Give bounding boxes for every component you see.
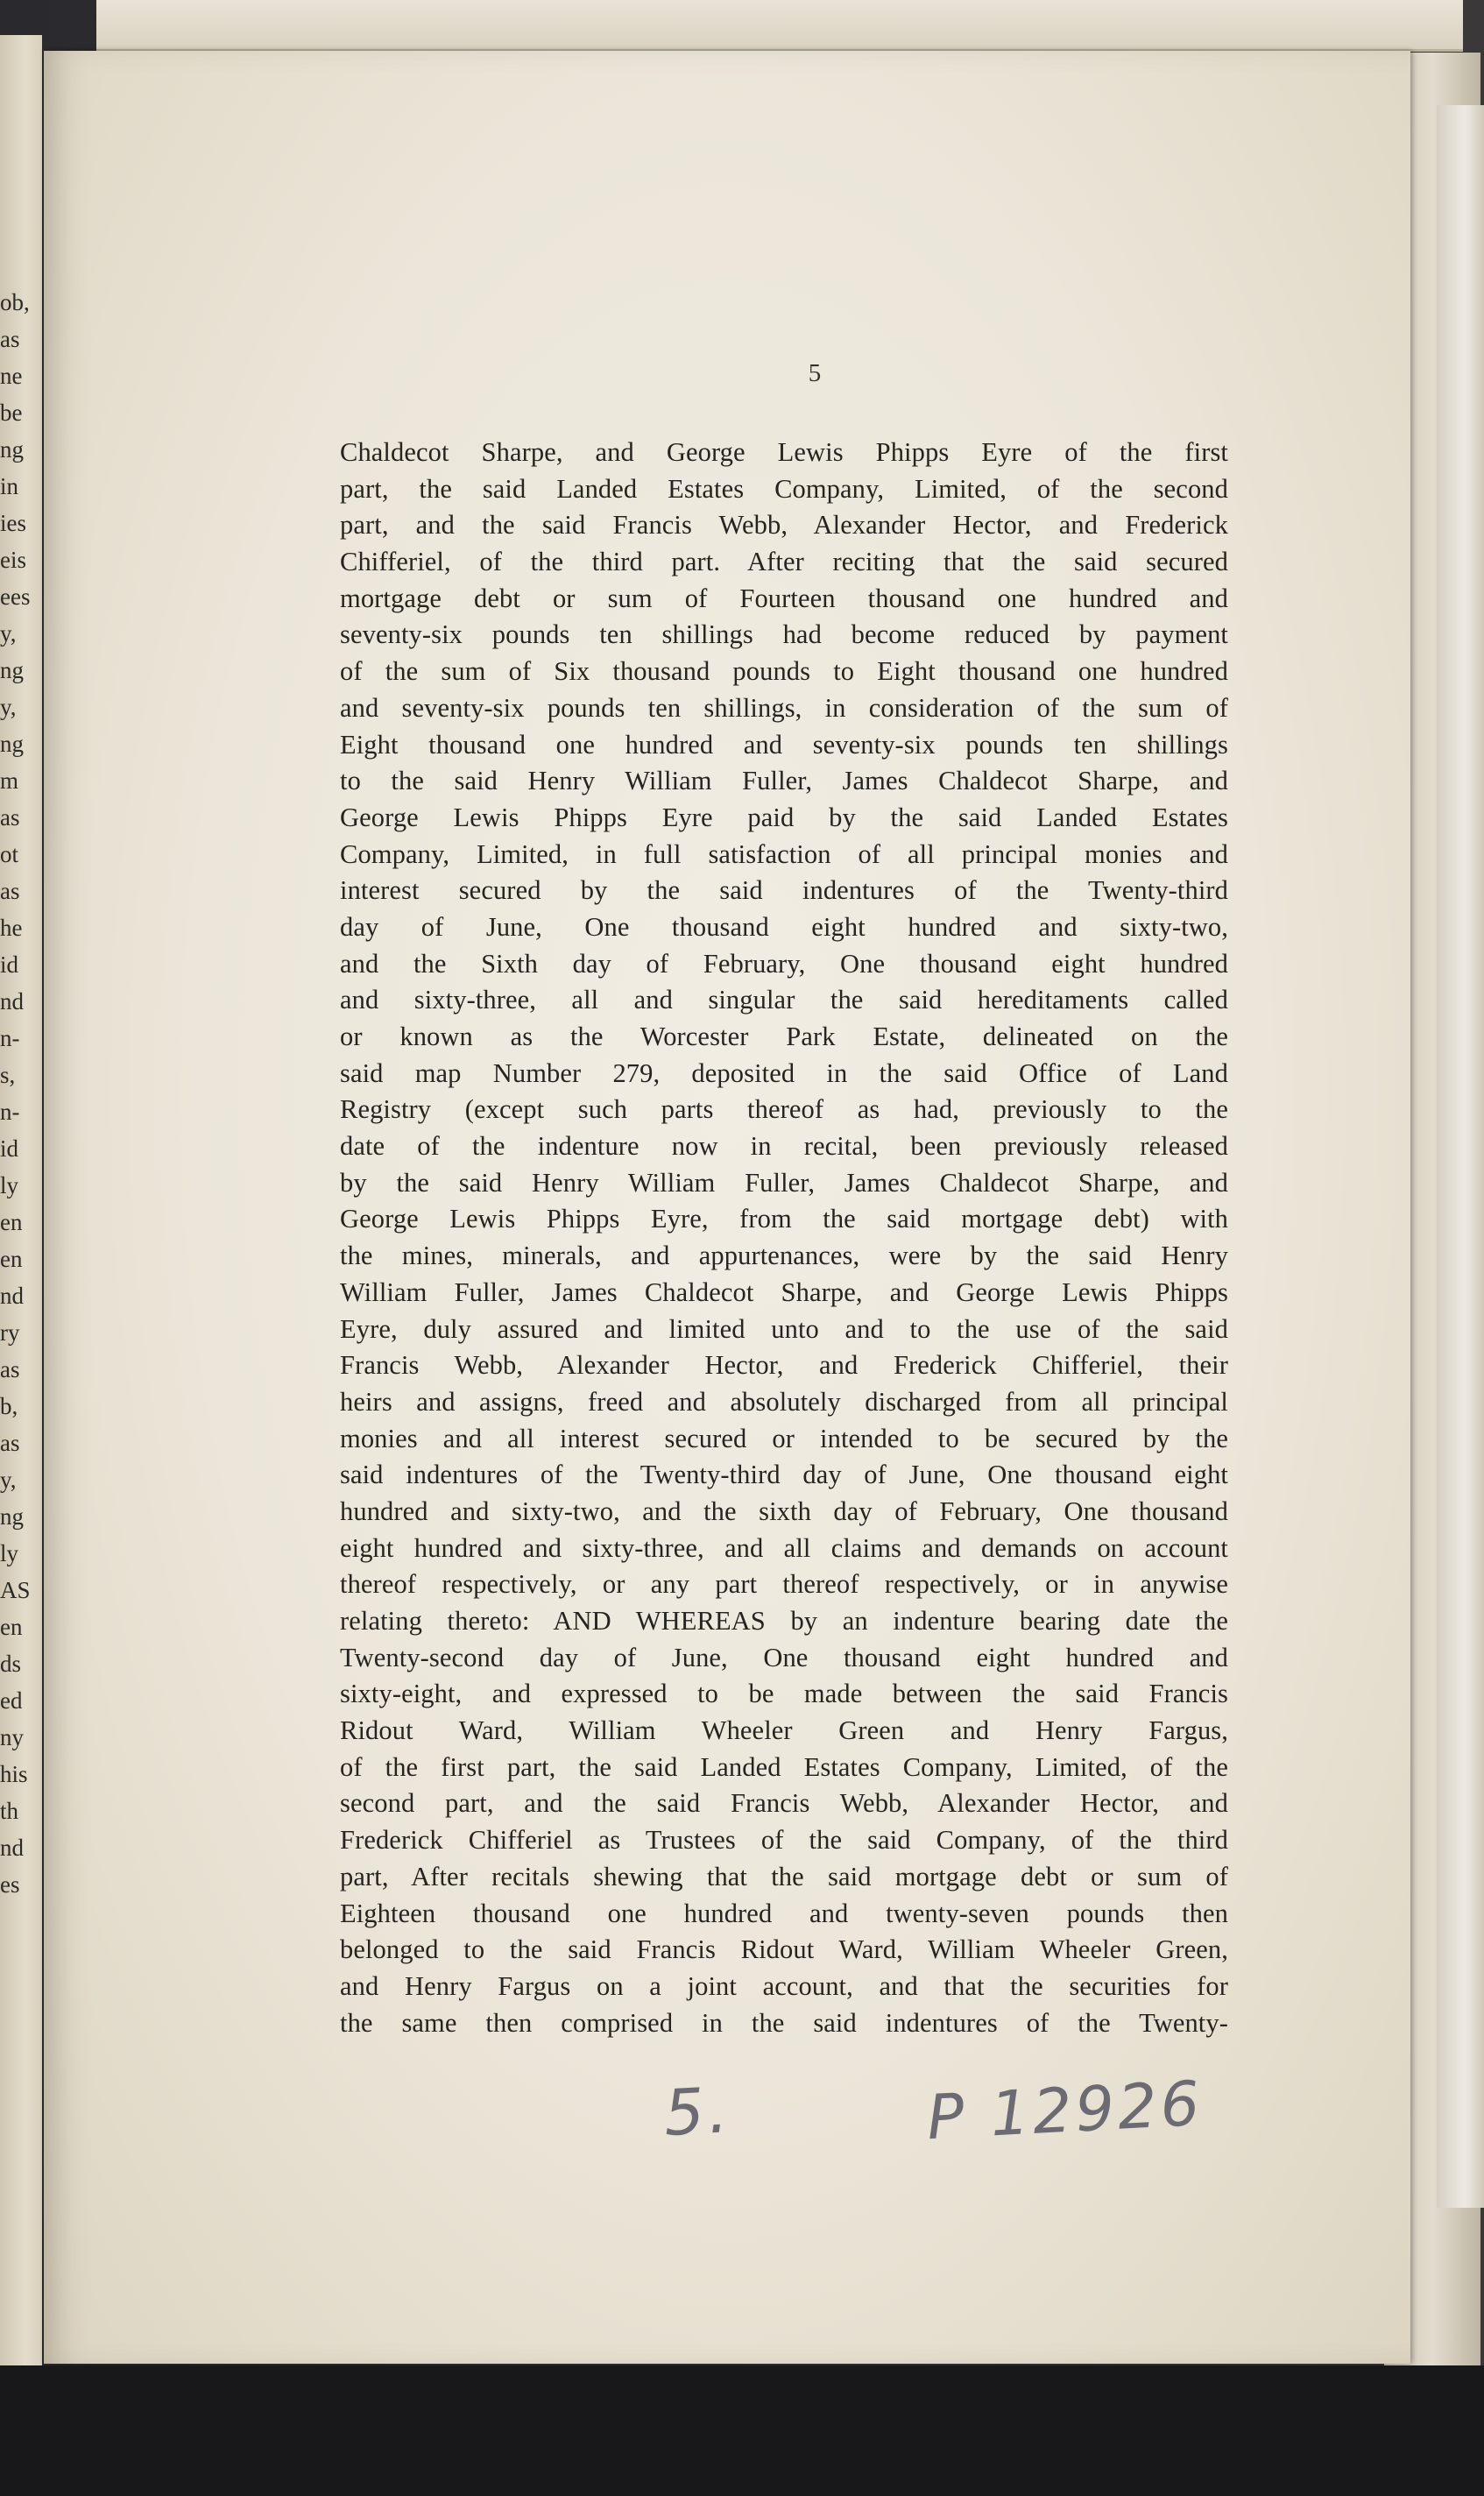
previous-page-text-fragment: ly xyxy=(0,1172,19,1199)
previous-page-text-fragment: ly xyxy=(0,1540,19,1566)
text-line: Frederick Chifferiel as Trustees of the said Company, of the third xyxy=(340,1825,1228,1856)
previous-page-text-fragment: n- xyxy=(0,1025,20,1051)
text-line: relating thereto: AND WHEREAS by an indenture bearing date the xyxy=(340,1606,1228,1636)
text-line: Chifferiel, of the third part. After reciting that the said secured xyxy=(340,547,1228,577)
text-line: Eighteen thousand one hundred and twenty-seven pounds then xyxy=(340,1898,1228,1928)
text-line: and the Sixth day of February, One thousand eight hundred xyxy=(340,948,1228,979)
text-line: thereof respectively, or any part thereof respectively, or in anywise xyxy=(340,1569,1228,1600)
text-line: monies and all interest secured or intended to be secured by the xyxy=(340,1423,1228,1453)
previous-page-text-fragment: th xyxy=(0,1798,19,1824)
bottom-background xyxy=(0,2365,1484,2496)
text-line: or known as the Worcester Park Estate, delineated on the xyxy=(340,1022,1228,1051)
text-line: Twenty-second day of June, One thousand eight hundred and xyxy=(340,1642,1228,1672)
previous-page-text-fragment: as xyxy=(0,326,20,352)
text-line: second part, and the said Francis Webb, Alexander Hector, and xyxy=(340,1788,1228,1819)
text-line: seventy-six pounds ten shillings had become reduced by payment xyxy=(340,619,1228,650)
previous-page-text-fragment: ng xyxy=(0,436,24,463)
previous-page-text-fragment: ed xyxy=(0,1687,23,1714)
text-line: and sixty-three, all and singular the said hereditaments called xyxy=(340,985,1228,1015)
text-line: of the sum of Six thousand pounds to Eight thousand one hundred xyxy=(340,656,1228,687)
text-line: eight hundred and sixty-three, and all claims and demands on account xyxy=(340,1532,1228,1563)
previous-page-text-fragment: as xyxy=(0,878,20,904)
back-page-edge-outer xyxy=(1437,105,1484,2208)
text-line: Francis Webb, Alexander Hector, and Frederick Chifferiel, their xyxy=(340,1350,1228,1381)
text-line: hundred and sixty-two, and the sixth day of February, One thousand xyxy=(340,1495,1228,1526)
previous-page-text-fragment: ot xyxy=(0,841,19,867)
text-line: mortgage debt or sum of Fourteen thousand one hundred and xyxy=(340,583,1228,613)
previous-page-text-fragment: as xyxy=(0,804,20,831)
text-line: part, After recitals shewing that the said mortgage debt or sum of xyxy=(340,1861,1228,1891)
previous-page-text-fragment: es xyxy=(0,1871,20,1898)
text-line: William Fuller, James Chaldecot Sharpe, and George Lewis Phipps xyxy=(340,1276,1228,1307)
previous-page-text-fragment: id xyxy=(0,951,19,978)
previous-page-text-fragment: en xyxy=(0,1614,23,1640)
text-line: part, and the said Francis Webb, Alexander Hector, and Frederick xyxy=(340,510,1228,541)
previous-page-text-fragment: ng xyxy=(0,731,24,757)
text-line: Ridout Ward, William Wheeler Green and Henry Fargus, xyxy=(340,1715,1228,1746)
text-line: the same then comprised in the said indentures of the Twenty- xyxy=(340,2007,1228,2038)
text-line: day of June, One thousand eight hundred and sixty-two, xyxy=(340,911,1228,942)
previous-page-text-fragment: en xyxy=(0,1246,23,1272)
text-line: interest secured by the said indentures of the Twenty-third xyxy=(340,875,1228,906)
text-line: belonged to the said Francis Ridout Ward, William Wheeler Green, xyxy=(340,1934,1228,1965)
previous-page-text-fragment: y, xyxy=(0,1467,17,1493)
previous-page-text-fragment: ees xyxy=(0,583,31,610)
text-line: Registry (except such parts thereof as had, previously to the xyxy=(340,1094,1228,1125)
text-line: part, the said Landed Estates Company, Limited, of the second xyxy=(340,473,1228,504)
page-number: 5 xyxy=(808,359,822,387)
text-line: heirs and assigns, freed and absolutely discharged from all principal xyxy=(340,1386,1228,1417)
previous-page-text-fragment: m xyxy=(0,767,19,794)
previous-page-text-fragment: ies xyxy=(0,510,26,536)
previous-page-text-fragment: nd xyxy=(0,988,24,1015)
previous-page-edge xyxy=(0,35,42,2471)
text-line: Eyre, duly assured and limited unto and to the use of the said xyxy=(340,1313,1228,1344)
handwritten-page-mark: 5. xyxy=(661,2073,733,2150)
previous-page-text-fragment: ne xyxy=(0,363,23,389)
text-line: Chaldecot Sharpe, and George Lewis Phipps Eyre of the first xyxy=(340,437,1228,467)
previous-page-text-fragment: y, xyxy=(0,620,17,647)
text-line: Company, Limited, in full satisfaction of all principal monies and xyxy=(340,838,1228,869)
previous-page-text-fragment: AS xyxy=(0,1577,31,1603)
top-paper-edge xyxy=(96,0,1463,52)
previous-page-text-fragment: ng xyxy=(0,1503,24,1530)
text-line: to the said Henry William Fuller, James Chaldecot Sharpe, and xyxy=(340,766,1228,796)
text-line: by the said Henry William Fuller, James Chaldecot Sharpe, and xyxy=(340,1167,1228,1198)
document-page xyxy=(44,51,1410,2364)
previous-page-text-fragment: b, xyxy=(0,1393,18,1419)
text-line: and Henry Fargus on a joint account, and that the securities for xyxy=(340,1970,1228,2001)
previous-page-text-fragment: ry xyxy=(0,1319,20,1346)
previous-page-text-fragment: nd xyxy=(0,1283,24,1309)
previous-page-text-fragment: in xyxy=(0,473,19,499)
previous-page-text-fragment: he xyxy=(0,915,23,941)
previous-page-text-fragment: as xyxy=(0,1356,20,1382)
previous-page-text-fragment: ds xyxy=(0,1651,22,1677)
body-text xyxy=(340,435,1228,2041)
previous-page-text-fragment: s, xyxy=(0,1062,16,1088)
previous-page-text-fragment: en xyxy=(0,1209,23,1235)
previous-page-text-fragment: y, xyxy=(0,694,17,720)
previous-page-text-fragment: nd xyxy=(0,1835,24,1861)
text-line: date of the indenture now in recital, been previously released xyxy=(340,1131,1228,1162)
previous-page-text-fragment: be xyxy=(0,400,23,426)
handwritten-reference-number: P 12926 xyxy=(925,2067,1205,2154)
text-line: the mines, minerals, and appurtenances, were by the said Henry xyxy=(340,1241,1228,1271)
text-line: Eight thousand one hundred and seventy-six pounds ten shillings xyxy=(340,729,1228,760)
previous-page-text-fragment: ny xyxy=(0,1724,24,1750)
previous-page-text-fragment: eis xyxy=(0,547,26,573)
previous-page-text-fragment: n- xyxy=(0,1099,20,1125)
previous-page-text-fragment: ob, xyxy=(0,289,30,315)
text-line: of the first part, the said Landed Estates Company, Limited, of the xyxy=(340,1751,1228,1782)
text-line: George Lewis Phipps Eyre paid by the said Landed Estates xyxy=(340,802,1228,832)
previous-page-text-fragment: his xyxy=(0,1761,28,1787)
text-line: sixty-eight, and expressed to be made between the said Francis xyxy=(340,1679,1228,1709)
previous-page-text-fragment: id xyxy=(0,1135,19,1162)
text-line: George Lewis Phipps Eyre, from the said mortgage debt) with xyxy=(340,1204,1228,1234)
text-line: said indentures of the Twenty-third day of June, One thousand eight xyxy=(340,1460,1228,1490)
text-line: and seventy-six pounds ten shillings, in consideration of the sum of xyxy=(340,692,1228,723)
text-line: said map Number 279, deposited in the said Office of Land xyxy=(340,1057,1228,1088)
previous-page-text-fragment: as xyxy=(0,1430,20,1456)
previous-page-text-fragment: ng xyxy=(0,657,24,683)
